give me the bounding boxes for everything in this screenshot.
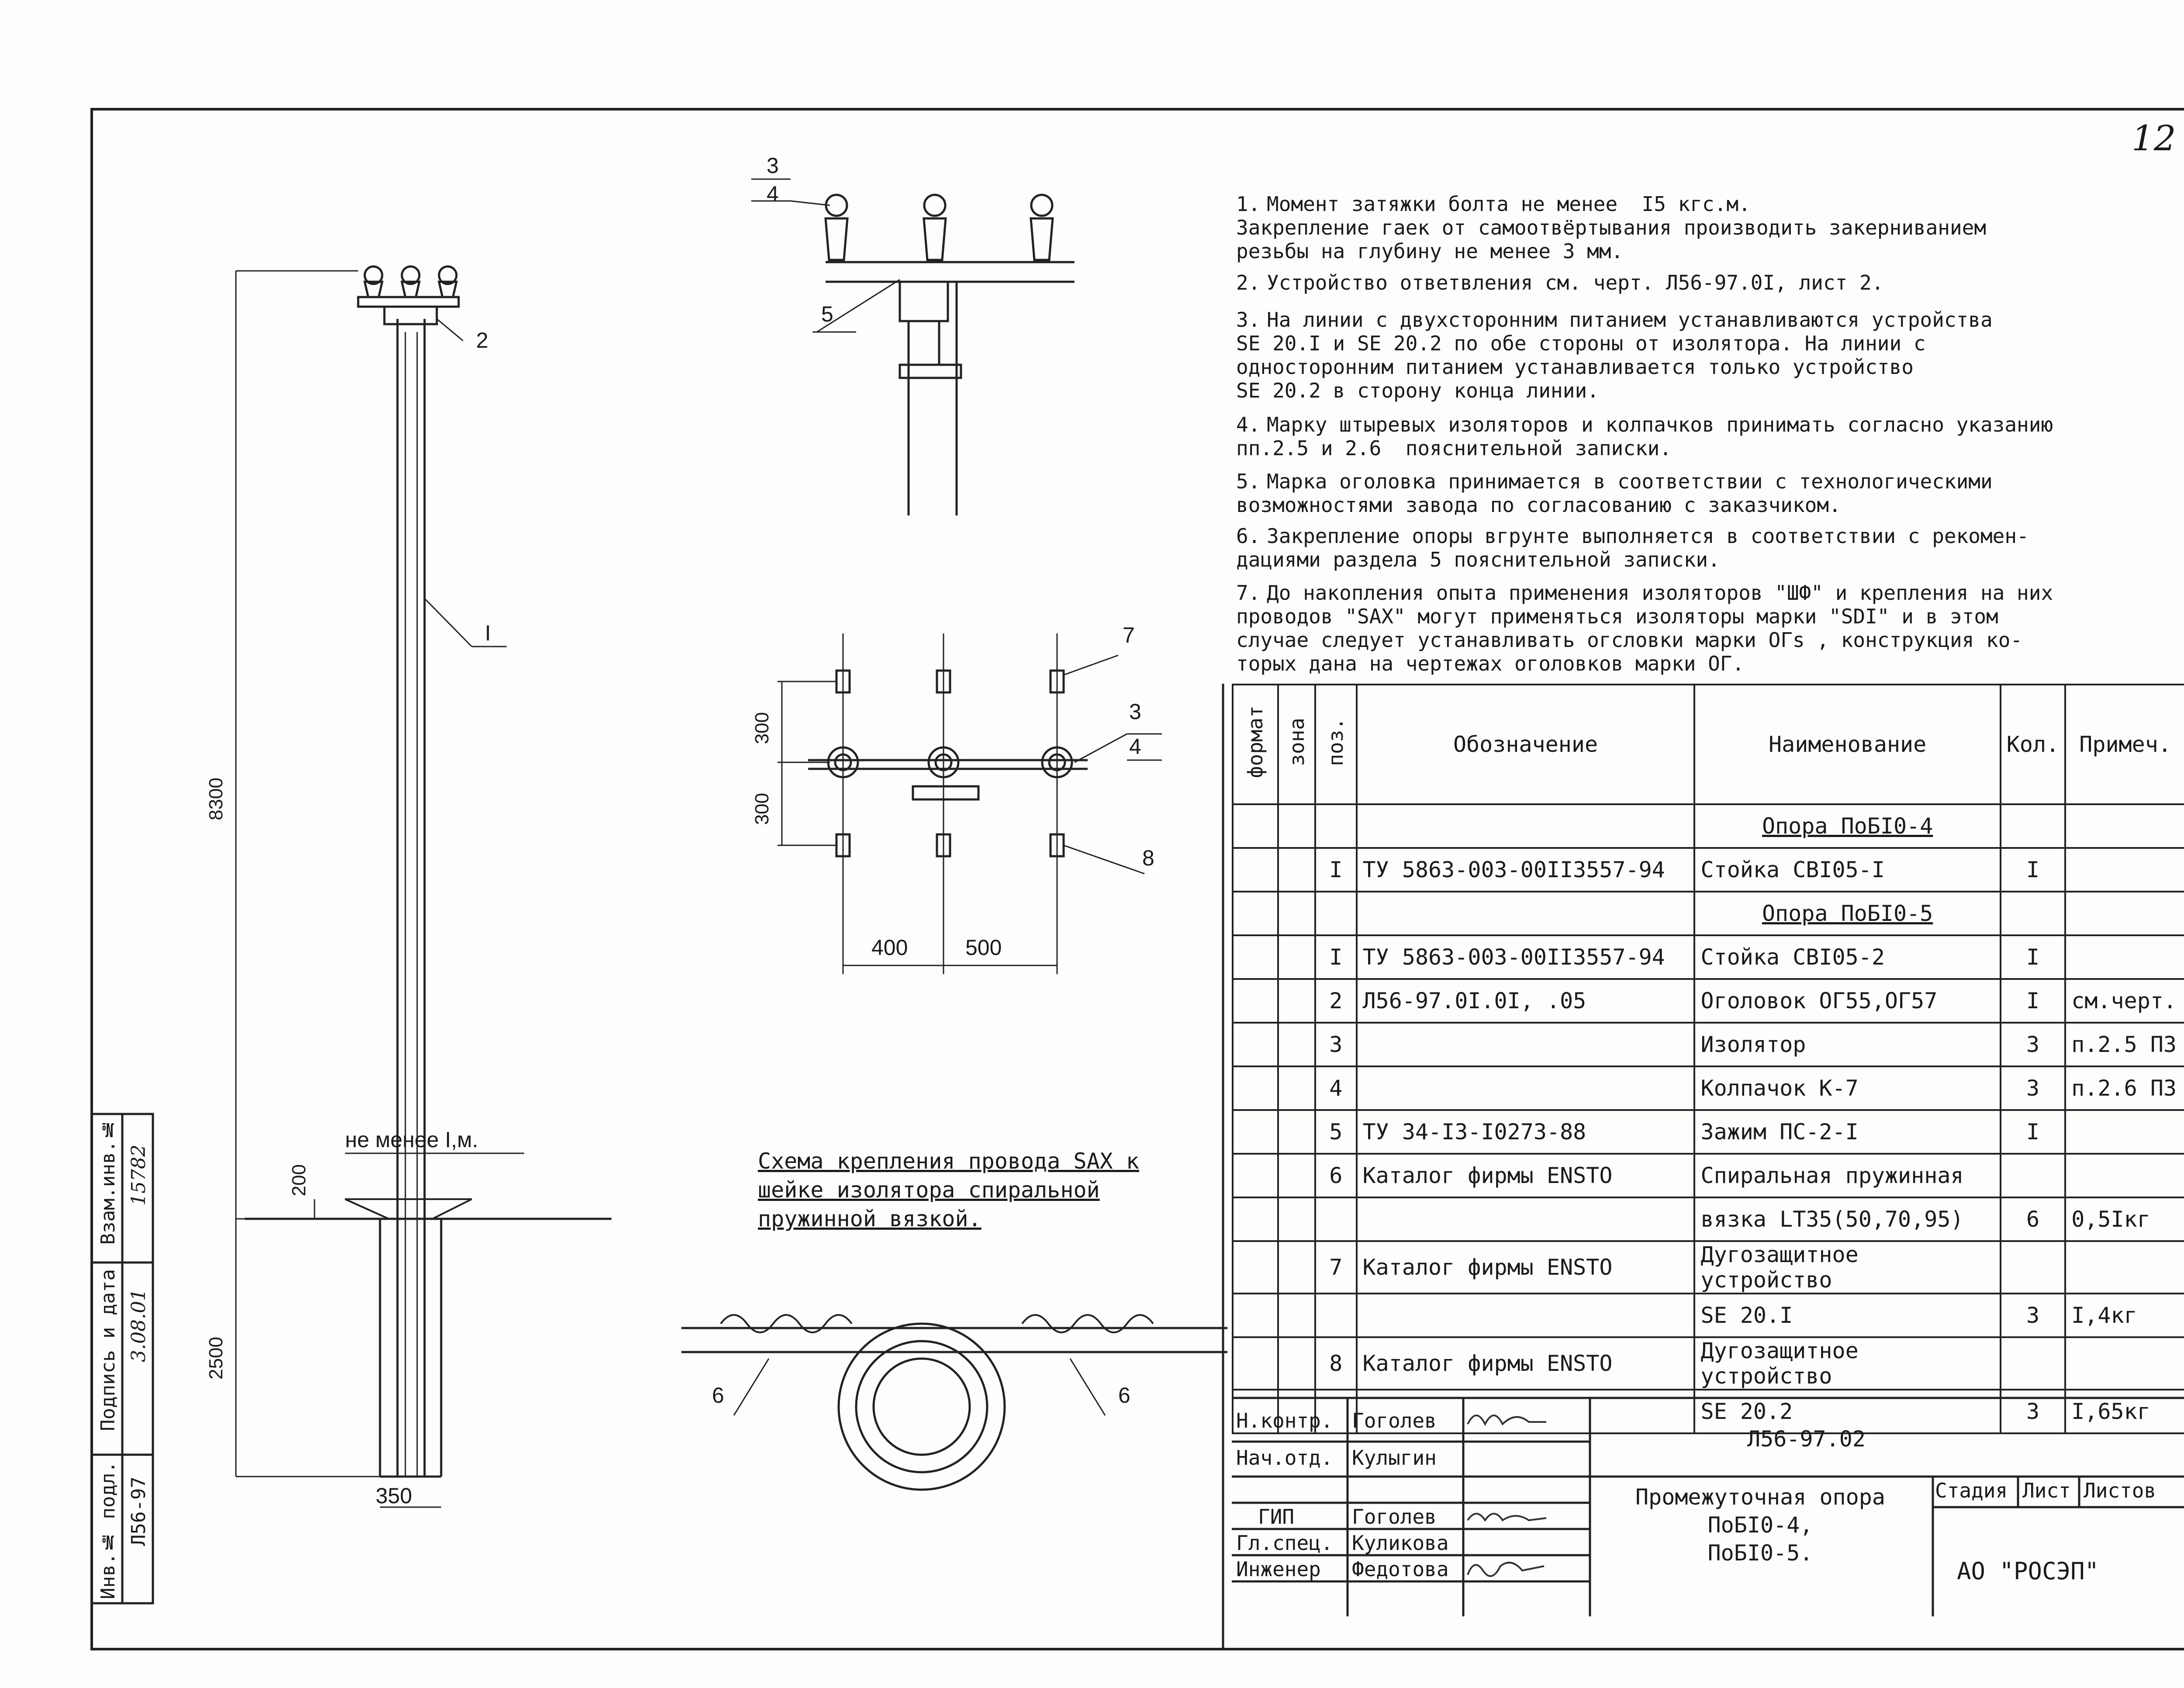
cell-qty: 3 bbox=[2001, 1023, 2065, 1066]
cell-note bbox=[2065, 848, 2184, 892]
note-4: 4. Марку штыревых изоляторов и колпачков принимать согласно указанию пп.2.5 и 2.6 пояснительной записки. bbox=[1236, 413, 2053, 460]
cell-zone bbox=[1278, 1066, 1315, 1110]
callout-6-right: 6 bbox=[1118, 1383, 1130, 1408]
cell-pos: I bbox=[1315, 935, 1357, 979]
header-name: Наименование bbox=[1694, 685, 2000, 804]
cell-format bbox=[1233, 1294, 1278, 1337]
table-row bbox=[1233, 848, 2184, 892]
note-2: 2. Устройство ответвления см. черт. Л56-97.0I, лист 2. bbox=[1236, 271, 1884, 294]
table-row bbox=[1233, 892, 2184, 935]
cell-qty bbox=[2001, 1241, 2065, 1294]
sheet-label: Лист bbox=[2022, 1479, 2071, 1502]
callout-3-plan: 3 bbox=[1129, 699, 1141, 724]
role-1: Н.контр. bbox=[1236, 1409, 1333, 1432]
cell-zone bbox=[1278, 935, 1315, 979]
sheet-number: 12 bbox=[2132, 118, 2176, 159]
stamp-inv-value: Л56-97 bbox=[128, 1477, 150, 1546]
cell-note: I,4кг bbox=[2065, 1294, 2184, 1337]
header-designation: Обозначение bbox=[1357, 685, 1695, 804]
table-row bbox=[1233, 1197, 2184, 1241]
cell-pos bbox=[1315, 1294, 1357, 1337]
person-5: Куликова bbox=[1352, 1531, 1449, 1555]
doc-code: Л56-97.02 bbox=[1747, 1426, 1866, 1452]
callout-5: 5 bbox=[821, 302, 833, 326]
cell-format bbox=[1233, 848, 1278, 892]
header-qty: Кол. bbox=[2001, 685, 2065, 804]
cell-pos: 7 bbox=[1315, 1241, 1357, 1294]
cell-format bbox=[1233, 892, 1278, 935]
header-pos: поз. bbox=[1315, 685, 1357, 804]
cell-note: п.2.5 ПЗ bbox=[2065, 1023, 2184, 1066]
cell-designation bbox=[1357, 1197, 1695, 1241]
cell-note: см.черт. bbox=[2065, 979, 2184, 1023]
cell-zone bbox=[1278, 848, 1315, 892]
cell-designation: Каталог фирмы ENSTO bbox=[1357, 1241, 1695, 1294]
note-7: 7. До накопления опыта применения изоляторов "ШФ" и крепления на них проводов "SAX" могут применяться изоляторы марки "SDI" и в этом случае следует устанавливать огсловки марки ОГs , конструкция ко- торых дана на чертежах оголовков марки ОГ. bbox=[1236, 581, 2053, 675]
callout-2: 2 bbox=[476, 328, 488, 353]
cell-qty: 3 bbox=[2001, 1066, 2065, 1110]
cell-designation bbox=[1357, 804, 1695, 848]
dim-400: 400 bbox=[871, 935, 908, 960]
cell-pos: 6 bbox=[1315, 1154, 1357, 1197]
table-row bbox=[1233, 979, 2184, 1023]
cell-format bbox=[1233, 935, 1278, 979]
table-row bbox=[1233, 1294, 2184, 1337]
cell-zone bbox=[1278, 892, 1315, 935]
cell-qty: I bbox=[2001, 979, 2065, 1023]
cell-format bbox=[1233, 979, 1278, 1023]
sheets-label: Листов bbox=[2084, 1479, 2156, 1502]
cell-zone bbox=[1278, 1110, 1315, 1154]
cell-designation: ТУ 34-I3-I0273-88 bbox=[1357, 1110, 1695, 1154]
spiral-caption: Схема крепления провода SAX к шейке изолятора спиральной пружинной вязкой. bbox=[758, 1148, 1139, 1231]
header-zone: зона bbox=[1278, 685, 1315, 804]
stamp-sign-date: Подпись и дата bbox=[97, 1269, 119, 1431]
table-row bbox=[1233, 1154, 2184, 1197]
stamp-repl-value: 15782 bbox=[128, 1145, 150, 1206]
table-row bbox=[1233, 1337, 2184, 1390]
note-3: 3. На линии с двухсторонним питанием устанавливаются устройства SE 20.I и SE 20.2 по обе стороны от изолятора. На линии с односторонним питанием устанавливается только устройство SE 20.2 в сторону конца линии. bbox=[1236, 308, 1993, 402]
note-1: 1. Момент затяжки болта не менее I5 кгс.м. Закрепление гаек от самоотвёртывания производить закерниванием резьбы на глубину не менее 3 мм. bbox=[1236, 192, 1987, 263]
cell-zone bbox=[1278, 1337, 1315, 1390]
person-2: Кулыгин bbox=[1352, 1446, 1437, 1470]
cell-pos: 5 bbox=[1315, 1110, 1357, 1154]
cell-name: Опора ПоБI0-4 bbox=[1694, 804, 2000, 848]
cell-pos: 2 bbox=[1315, 979, 1357, 1023]
cell-note bbox=[2065, 1154, 2184, 1197]
cell-qty bbox=[2001, 804, 2065, 848]
cell-name: Зажим ПС-2-I bbox=[1694, 1110, 2000, 1154]
cell-name: Колпачок К-7 bbox=[1694, 1066, 2000, 1110]
stamp-inv-repl: Взам.инв.№ bbox=[97, 1118, 119, 1245]
organization: АО "РОСЭП" bbox=[1957, 1557, 2099, 1585]
cell-designation bbox=[1357, 892, 1695, 935]
cell-format bbox=[1233, 1023, 1278, 1066]
cell-name: SE 20.2 bbox=[1694, 1390, 2000, 1433]
cell-pos: 3 bbox=[1315, 1023, 1357, 1066]
cell-zone bbox=[1278, 804, 1315, 848]
dim-500: 500 bbox=[965, 935, 1002, 960]
cell-qty bbox=[2001, 1154, 2065, 1197]
cell-designation bbox=[1357, 1023, 1695, 1066]
cell-name: Оголовок ОГ55,ОГ57 bbox=[1694, 979, 2000, 1023]
cell-zone bbox=[1278, 1241, 1315, 1294]
callout-4-top: 4 bbox=[767, 182, 779, 206]
dim-200: 200 bbox=[288, 1164, 310, 1197]
cell-name: Дугозащитное устройство bbox=[1694, 1241, 2000, 1294]
cell-note bbox=[2065, 1337, 2184, 1390]
callout-3-top: 3 bbox=[767, 153, 779, 178]
cell-format bbox=[1233, 1154, 1278, 1197]
cell-zone bbox=[1278, 1023, 1315, 1066]
cell-designation: Каталог фирмы ENSTO bbox=[1357, 1337, 1695, 1390]
table-row bbox=[1233, 804, 2184, 848]
cell-designation bbox=[1357, 1066, 1695, 1110]
stage-label: Стадия bbox=[1935, 1479, 2008, 1502]
cell-designation: ТУ 5863-003-00II3557-94 bbox=[1357, 848, 1695, 892]
cell-zone bbox=[1278, 1294, 1315, 1337]
table-row bbox=[1233, 1066, 2184, 1110]
stamp-date-value: 3.08.01 bbox=[128, 1289, 150, 1362]
person-6: Федотова bbox=[1352, 1557, 1449, 1581]
cell-qty: 3 bbox=[2001, 1390, 2065, 1433]
cell-qty bbox=[2001, 892, 2065, 935]
cell-pos bbox=[1315, 1197, 1357, 1241]
role-2: Нач.отд. bbox=[1236, 1446, 1333, 1470]
person-1: Гоголев bbox=[1352, 1409, 1437, 1432]
table-row bbox=[1233, 935, 2184, 979]
signature-6 bbox=[1465, 1555, 1553, 1581]
role-6: Инженер bbox=[1236, 1557, 1321, 1581]
dim-300-bottom: 300 bbox=[751, 793, 773, 825]
cell-pos: 4 bbox=[1315, 1066, 1357, 1110]
person-4: Гоголев bbox=[1352, 1505, 1437, 1529]
cell-note bbox=[2065, 892, 2184, 935]
cell-pos: 8 bbox=[1315, 1337, 1357, 1390]
dim-300-top: 300 bbox=[751, 712, 773, 744]
dim-min-1m: не менее I,м. bbox=[345, 1128, 478, 1152]
cell-designation: Каталог фирмы ENSTO bbox=[1357, 1154, 1695, 1197]
cell-designation bbox=[1357, 1294, 1695, 1337]
callout-4-plan: 4 bbox=[1129, 734, 1141, 759]
cell-format bbox=[1233, 1066, 1278, 1110]
dim-diam: 350 bbox=[376, 1484, 412, 1508]
callout-7: 7 bbox=[1123, 623, 1135, 647]
table-row bbox=[1233, 1023, 2184, 1066]
cell-format bbox=[1233, 1337, 1278, 1390]
cell-note: I,65кг bbox=[2065, 1390, 2184, 1433]
cell-format bbox=[1233, 1241, 1278, 1294]
cell-name: Дугозащитное устройство bbox=[1694, 1337, 2000, 1390]
header-format: формат bbox=[1233, 685, 1278, 804]
cell-pos bbox=[1315, 892, 1357, 935]
table-row bbox=[1233, 1241, 2184, 1294]
note-6: 6. Закрепление опоры вгрунте выполняется в соответствии с рекомен- дациями раздела 5 пояснительной записки. bbox=[1236, 524, 2029, 571]
cell-qty: I bbox=[2001, 935, 2065, 979]
cell-qty bbox=[2001, 1337, 2065, 1390]
dim-height-8300: 8300 bbox=[205, 778, 227, 820]
cell-qty: I bbox=[2001, 1110, 2065, 1154]
cell-qty: I bbox=[2001, 848, 2065, 892]
callout-1: I bbox=[485, 621, 491, 645]
role-5: Гл.спец. bbox=[1236, 1531, 1333, 1555]
cell-note bbox=[2065, 1110, 2184, 1154]
callout-6-left: 6 bbox=[712, 1383, 724, 1408]
cell-name: Стойка СВI05-2 bbox=[1694, 935, 2000, 979]
specification-table bbox=[1232, 684, 2184, 1434]
cell-name: SE 20.I bbox=[1694, 1294, 2000, 1337]
table-header-row bbox=[1233, 685, 2184, 804]
cell-note: 0,5Iкг bbox=[2065, 1197, 2184, 1241]
cell-name: Изолятор bbox=[1694, 1023, 2000, 1066]
cell-note: п.2.6 ПЗ bbox=[2065, 1066, 2184, 1110]
signature-4 bbox=[1465, 1503, 1553, 1529]
cell-designation: ТУ 5863-003-00II3557-94 bbox=[1357, 935, 1695, 979]
cell-format bbox=[1233, 804, 1278, 848]
cell-zone bbox=[1278, 979, 1315, 1023]
cell-note bbox=[2065, 1241, 2184, 1294]
cell-format bbox=[1233, 1110, 1278, 1154]
cell-zone bbox=[1278, 1154, 1315, 1197]
specification-body bbox=[1233, 804, 2184, 1433]
cell-format bbox=[1233, 1197, 1278, 1241]
cell-zone bbox=[1278, 1197, 1315, 1241]
cell-pos bbox=[1315, 804, 1357, 848]
cell-note bbox=[2065, 935, 2184, 979]
cell-name: Стойка СВI05-I bbox=[1694, 848, 2000, 892]
cell-pos: I bbox=[1315, 848, 1357, 892]
callout-8: 8 bbox=[1142, 846, 1154, 870]
signature-1 bbox=[1465, 1402, 1553, 1433]
cell-qty: 3 bbox=[2001, 1294, 2065, 1337]
note-5: 5. Марка оголовка принимается в соответствии с технологическими возможностями завода по согласованию с заказчиком. bbox=[1236, 470, 1993, 517]
role-4: ГИП bbox=[1258, 1505, 1295, 1529]
stamp-inv-orig: Инв.№ подл. bbox=[97, 1461, 119, 1599]
dim-depth-2500: 2500 bbox=[205, 1337, 227, 1380]
table-row bbox=[1233, 1110, 2184, 1154]
cell-name: вязка LT35(50,70,95) bbox=[1694, 1197, 2000, 1241]
cell-note bbox=[2065, 804, 2184, 848]
cell-designation: Л56-97.0I.0I, .05 bbox=[1357, 979, 1695, 1023]
cell-name: Спиральная пружинная bbox=[1694, 1154, 2000, 1197]
drawing-title: Промежуточная опора ПоБI0-4, ПоБI0-5. bbox=[1635, 1484, 1885, 1566]
cell-qty: 6 bbox=[2001, 1197, 2065, 1241]
cell-name: Опора ПоБI0-5 bbox=[1694, 892, 2000, 935]
header-note: Примеч. bbox=[2065, 685, 2184, 804]
